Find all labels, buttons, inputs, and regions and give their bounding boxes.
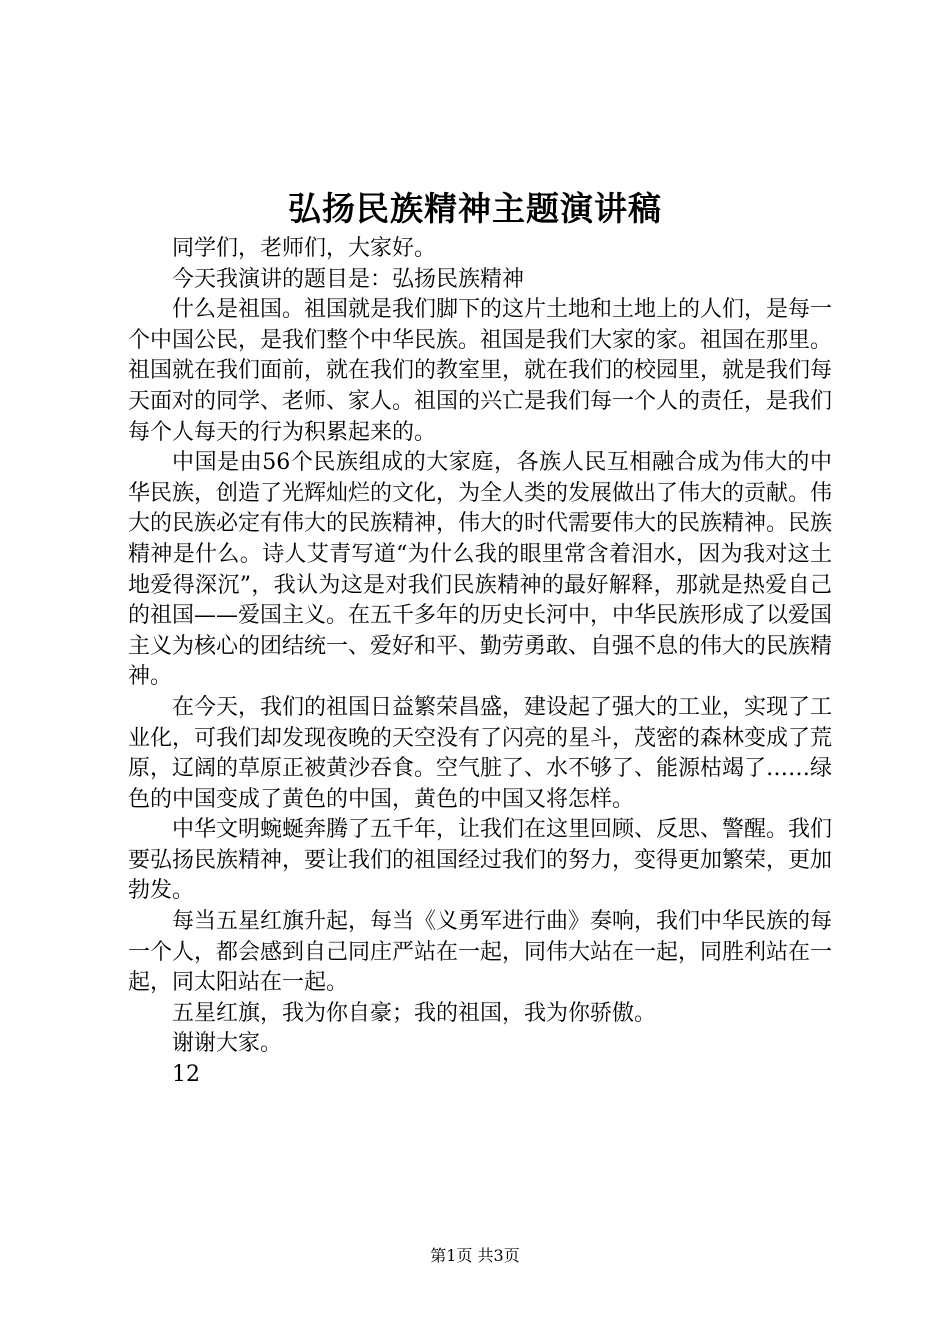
paragraph-motherland: 什么是祖国。祖国就是我们脚下的这片土地和土地上的人们，是每一个中国公民，是我们整个中华民族。祖国是我们大家的家。祖国在那里。祖国就在我们面前，就在我们的教室里，就在我们的校园里，就是我们每天面对的同学、老师、家人。祖国的兴亡是我们每一个人的责任，是我们每个人每天的行为积累起来的。 [128, 297, 833, 445]
document-title: 弘扬民族精神主题演讲稿 [288, 189, 662, 228]
paragraph-number: 12 [172, 1062, 200, 1088]
paragraph-national-spirit: 中国是由56个民族组成的大家庭，各族人民互相融合成为伟大的中华民族，创造了光辉灿烂的文化，为全人类的发展做出了伟大的贡献。伟大的民族必定有伟大的民族精神，伟大的时代需要伟大的民族精神。民族精神是什么。诗人艾青写道“为什么我的眼里常含着泪水，因为我对这土地爱得深沉”，我认为这是对我们民族精神的最好解释，那就是热爱自己的祖国——爱国主义。在五千多年的历史长河中，中华民族形成了以爱国主义为核心的团结统一、爱好和平、勤劳勇敢、自强不息的伟大的民族精神。 [128, 450, 833, 690]
paragraph-pride: 五星红旗，我为你自豪；我的祖国，我为你骄傲。 [172, 1000, 657, 1026]
paragraph-topic: 今天我演讲的题目是：弘扬民族精神 [172, 266, 525, 292]
paragraph-civilization: 中华文明蜿蜒奔腾了五千年，让我们在这里回顾、反思、警醒。我们要弘扬民族精神，要让我们的祖国经过我们的努力，变得更加繁荣，更加勃发。 [128, 817, 833, 904]
paragraph-greeting: 同学们，老师们，大家好。 [172, 236, 437, 261]
page-footer: 第1页 共3页 [430, 1246, 520, 1265]
paragraph-flag-rising: 每当五星红旗升起，每当《义勇军进行曲》奏响，我们中华民族的每一个人，都会感到自己同庄严站在一起，同伟大站在一起，同胜利站在一起，同太阳站在一起。 [128, 909, 833, 996]
document-body [128, 234, 832, 1091]
paragraph-today: 在今天，我们的祖国日益繁荣昌盛，建设起了强大的工业，实现了工业化，可我们却发现夜晚的天空没有了闪亮的星斗，茂密的森林变成了荒原，辽阔的草原正被黄沙吞食。空气脏了、水不够了、能源枯竭了……绿色的中国变成了黄色的中国，黄色的中国又将怎样。 [128, 694, 833, 812]
paragraph-thanks: 谢谢大家。 [172, 1031, 283, 1057]
